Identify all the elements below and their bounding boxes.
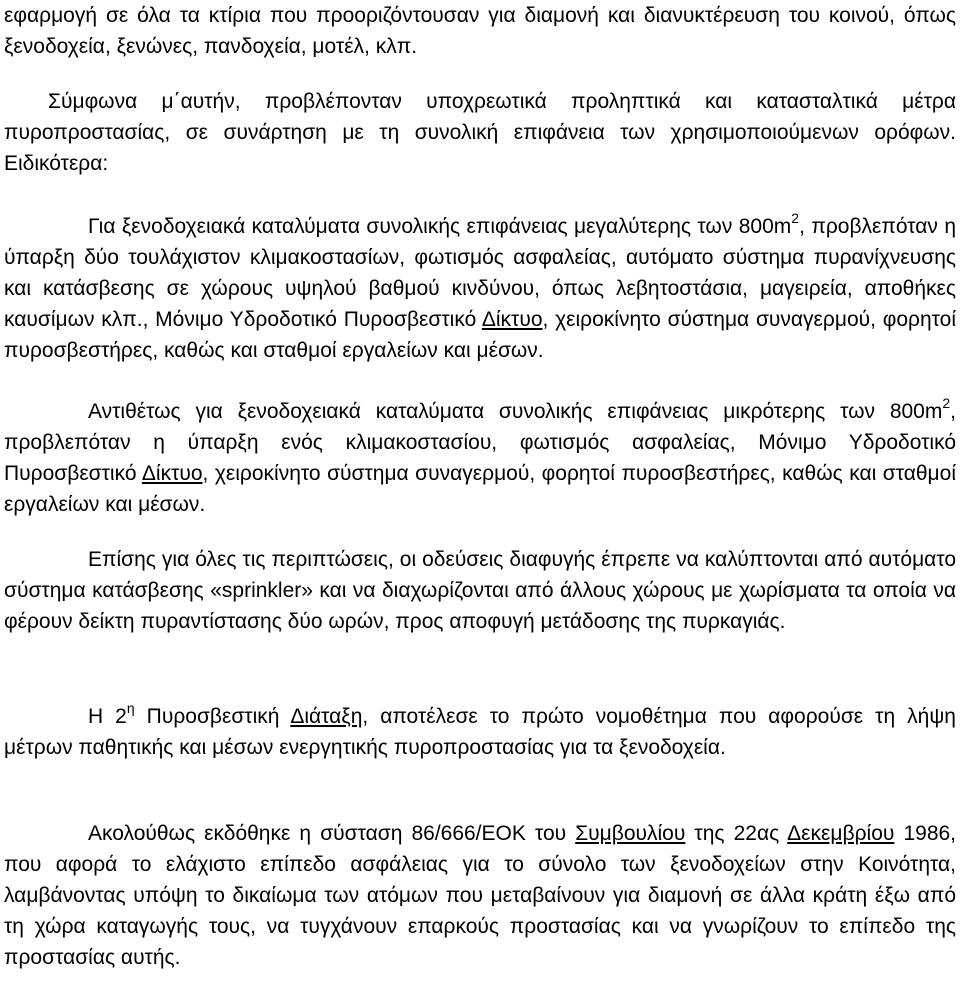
paragraph-scope-text: εφαρμογή σε όλα τα κτίρια που προοριζόντουσαν για διαμονή και διανυκτέρευση του κοινού, όπως ξενοδοχεία, ξενώνες, πανδοχεία, μοτέλ, κλπ. [4,4,956,58]
small-hotels-text-3: , χειροκίνητο σύστημα συναγερμού, φορητοί πυροσβεστήρες, καθώς και σταθμοί εργαλείων και μέσων. [4,462,956,516]
paragraph-fire-provision [4,701,956,763]
paragraph-eec-recommendation [4,818,956,973]
paragraph-regulation-text: Σύμφωνα μ΄αυτήν, προβλέπονταν υποχρεωτικά προληπτικά και κατασταλτικά μέτρα πυροπροστασίας, σε συνάρτηση με τη συνολική επιφάνεια των χρησιμοποιούμενων ορόφων. Ειδικότερα: [4,90,956,175]
eec-text-1: Ακολούθως εκδόθηκε η σύσταση 86/666/ΕΟΚ του [88,822,576,845]
small-hotels-text-1: Αντιθέτως για ξενοδοχειακά καταλύματα συνολικής επιφάνειας μικρότερης των 800m [88,400,943,423]
superscript-2: 2 [791,210,800,226]
link-diktyo[interactable]: Δίκτυο [481,308,543,331]
paragraph-scope [4,0,956,62]
link-diktyo[interactable]: Δίκτυο [141,462,203,485]
link-diataxi[interactable]: Διάταξη [290,705,363,728]
paragraph-large-hotels [4,211,956,366]
eec-text-3: 1986, που αφορά το ελάχιστο επίπεδο ασφάλειας για το σύνολο των ξενοδοχείων στην Κοινότητα, λαμβάνοντας υπόψη το δικαίωμα των ατόμων που μεταβαίνουν για διαμονή σε άλλα κράτη έξω από τη χώρα καταγωγής τους, να τυγχάνουν επαρκούς προστασίας και να γνωρίζουν το επίπεδο της προστασίας αυτής. [4,822,957,969]
fire-provision-text-3: , αποτέλεσε το πρώτο νομοθέτημα που αφορούσε τη λήψη μέτρων παθητικής και μέσων ενεργητικής πυροπροστασίας για τα ξενοδοχεία. [4,705,956,759]
eec-text-2: της 22ας [685,822,788,845]
large-hotels-text-1: Για ξενοδοχειακά καταλύματα συνολικής επιφάνειας μεγαλύτερης των 800m [88,215,792,238]
paragraph-escape-routes-text: Επίσης για όλες τις περιπτώσεις, οι οδεύσεις διαφυγής έπρεπε να καλύπτονται από αυτόματο σύστημα κατάσβεσης «sprinkler» και να διαχωρίζονται από άλλους χώρους με χωρίσματα τα οποία να φέρουν δείκτη πυραντίστασης δύο ωρών, προς αποφυγή μετάδοσης της πυρκαγιάς. [4,548,956,633]
fire-provision-text-2: Πυροσβεστική [134,705,291,728]
small-hotels-text-2: , προβλεπόταν η ύπαρξη ενός κλιμακοστασίου, φωτισμός ασφαλείας, Μόνιμο Υδροδοτικό Πυροσβεστικό [4,400,956,485]
paragraph-small-hotels [4,396,956,520]
superscript-eta: η [126,700,135,716]
fire-provision-text-1: Η 2 [88,705,127,728]
superscript-2: 2 [942,395,951,411]
paragraph-escape-routes [4,544,956,637]
link-symvoulio[interactable]: Συμβουλίου [575,822,686,845]
link-dekemvrios[interactable]: Δεκεμβρίου [787,822,895,845]
paragraph-regulation [4,86,956,179]
large-hotels-text-3: , χειροκίνητο σύστημα συναγερμού, φορητοί πυροσβεστήρες, καθώς και σταθμοί εργαλείων και μέσων. [4,308,956,362]
large-hotels-text-2: , προβλεπόταν η ύπαρξη δύο τουλάχιστον κλιμακοστασίων, φωτισμός ασφαλείας, αυτόματο σύστημα πυρανίχνευσης και κατάσβεσης σε χώρους υψηλού βαθμού κινδύνου, όπως λεβητοστάσια, μαγειρεία, αποθήκες καυσίμων κλπ., Μόνιμο Υδροδοτικό Πυροσβεστικό [4,215,956,331]
